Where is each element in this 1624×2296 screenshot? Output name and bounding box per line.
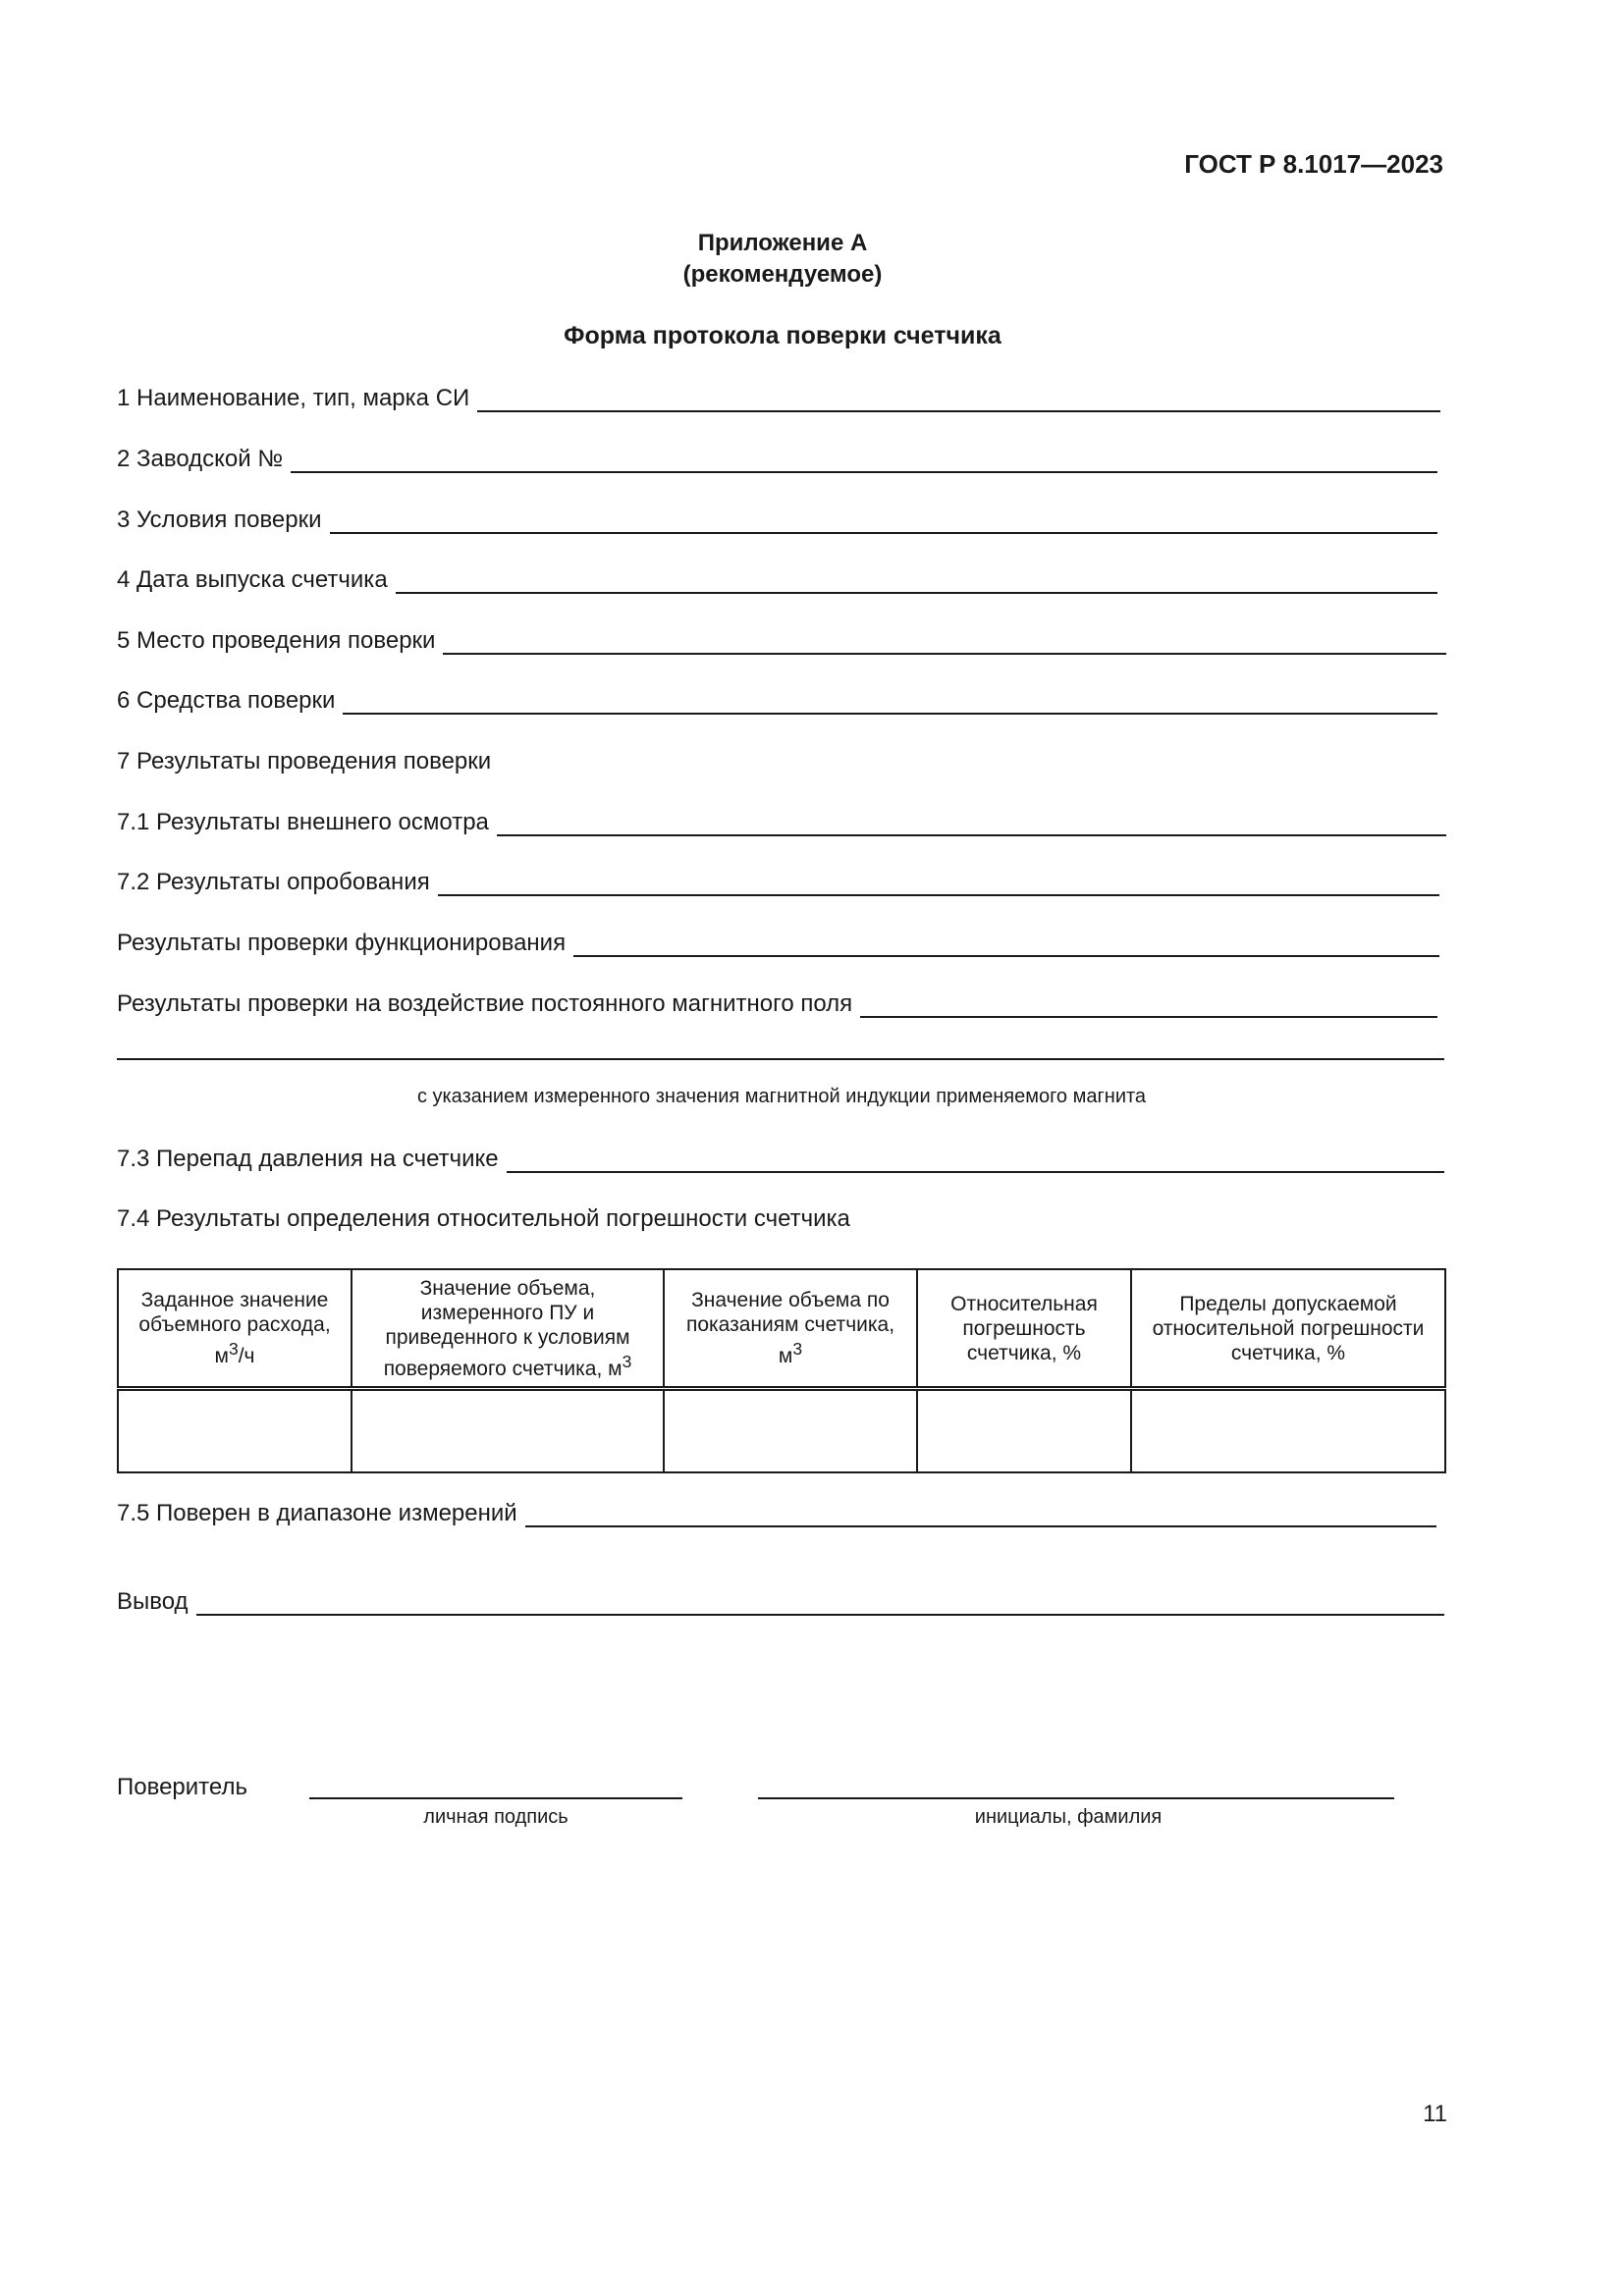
fill-line[interactable]: [291, 454, 1437, 473]
field-label: 7.5 Поверен в диапазоне измерений: [117, 1500, 517, 1526]
fill-line[interactable]: [443, 635, 1446, 655]
name-caption: инициалы, фамилия: [974, 1806, 1163, 1828]
section7-heading: 7 Результаты проведения поверки: [117, 748, 492, 774]
field-verification-means: [117, 685, 1437, 715]
table-header-row: [118, 1269, 1445, 1389]
field-label: 4 Дата выпуска счетчика: [117, 566, 388, 593]
form-title: Форма протокола поверки счетчика: [564, 322, 1001, 349]
table-row: [118, 1389, 1445, 1473]
header-error-limits: Пределы допускаемой относительной погрешности счетчика, %: [1131, 1269, 1445, 1389]
relative-error-heading: 7.4 Результаты определения относительной погрешности счетчика: [117, 1205, 850, 1232]
field-verification-place: [117, 625, 1446, 655]
fill-line[interactable]: [343, 695, 1437, 715]
field-label: 7.1 Результаты внешнего осмотра: [117, 809, 489, 835]
header-reference-volume: Значение объема, измеренного ПУ и приведенного к условиям поверяемого счетчика, $м^3$: [352, 1269, 664, 1389]
field-label: 7.3 Перепад давления на счетчике: [117, 1146, 499, 1172]
fill-line[interactable]: [396, 574, 1437, 594]
field-visual-inspection: [117, 807, 1446, 836]
field-label: 5 Место проведения поверки: [117, 627, 436, 654]
field-measurement-range: [117, 1498, 1436, 1527]
field-label: Результаты проверки функционирования: [117, 930, 567, 956]
field-manufacture-date: [117, 564, 1437, 594]
verifier-label: Поверитель: [117, 1774, 247, 1800]
header-relative-error: Относительная погрешность счетчика, %: [917, 1269, 1131, 1389]
fill-line[interactable]: [507, 1153, 1444, 1173]
annex-title: Приложение А: [697, 230, 868, 256]
page-number: 11: [1423, 2101, 1447, 2127]
standard-designation: ГОСТ Р 8.1017—2023: [1184, 149, 1443, 179]
field-serial-number: [117, 444, 1437, 473]
signature-line[interactable]: [309, 1797, 682, 1799]
field-pressure-drop: [117, 1144, 1444, 1173]
table-cell[interactable]: [917, 1389, 1131, 1473]
field-verification-conditions: [117, 505, 1437, 534]
annex-status: (рекомендуемое): [682, 261, 883, 288]
fill-line[interactable]: [497, 817, 1446, 836]
fill-line[interactable]: [477, 393, 1440, 412]
header-set-flow-rate: Заданное значение объемного расхода, $м^3/ч$: [118, 1269, 352, 1389]
field-label: Вывод: [117, 1588, 189, 1615]
field-label: 3 Условия поверки: [117, 507, 322, 533]
field-label: 1 Наименование, тип, марка СИ: [117, 385, 470, 411]
field-magnetic-check: [117, 988, 1437, 1018]
table-cell[interactable]: [1131, 1389, 1445, 1473]
field-instrument-name: [117, 383, 1440, 412]
field-label: 6 Средства поверки: [117, 687, 336, 714]
error-table: [117, 1268, 1446, 1473]
fill-line[interactable]: [525, 1508, 1436, 1527]
table-cell[interactable]: [352, 1389, 664, 1473]
fill-line[interactable]: [573, 937, 1439, 957]
field-label: 2 Заводской №: [117, 446, 284, 472]
name-line[interactable]: [758, 1797, 1394, 1799]
signature-caption: личная подпись: [423, 1806, 568, 1828]
field-label: Результаты проверки на воздействие постоянного магнитного поля: [117, 990, 853, 1017]
magnetic-caption: с указанием измеренного значения магнитной индукции применяемого магнита: [416, 1086, 1147, 1107]
field-testing-results: [117, 867, 1439, 896]
fill-line[interactable]: [860, 998, 1437, 1018]
field-functioning-check: [117, 928, 1439, 957]
header-meter-volume: Значение объема по показаниям счетчика, $м^3$: [664, 1269, 917, 1389]
annex-heading: [0, 228, 1565, 291]
table-cell[interactable]: [118, 1389, 352, 1473]
field-label: 7.2 Результаты опробования: [117, 869, 430, 895]
magnetic-continuation-line[interactable]: [117, 1058, 1444, 1060]
field-conclusion: [117, 1586, 1444, 1616]
fill-line[interactable]: [438, 877, 1439, 896]
table-cell[interactable]: [664, 1389, 917, 1473]
fill-line[interactable]: [196, 1596, 1444, 1616]
fill-line[interactable]: [330, 514, 1437, 534]
